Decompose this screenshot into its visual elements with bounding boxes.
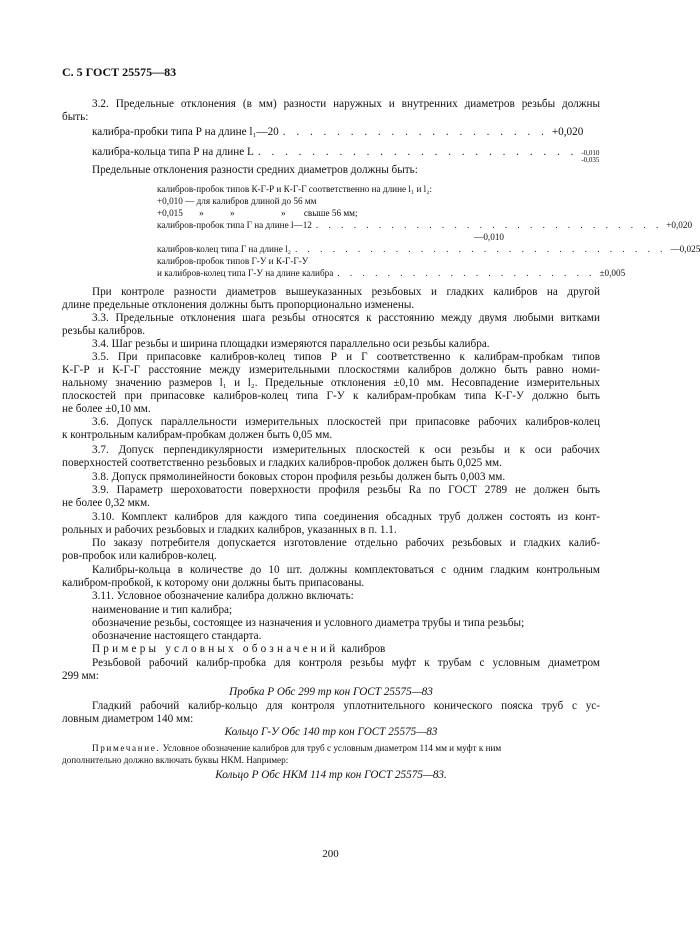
para-3-9-line2: не более 0,32 мкм. [62,497,150,509]
avg-line-3-value: +0,015 [157,208,183,218]
avg-line-7: калибров-пробок типов Г-У и К-Г-Г-У [157,256,309,266]
avg-line-1: калибров-пробок типов К-Г-Р и К-Г-Г соответственно на длине l₁ и l₂: [157,184,432,194]
avg-line-8-row [157,267,626,280]
leader-dots: . . . . . . . . . . . . . . . . . . . . . . . . [257,146,578,158]
include-item-2: обозначение резьбы, состоящее из назначения и условного диаметра трубы и типа резьбы; [92,617,525,629]
avg-line-6-label: калибров-колец типа Г на длине l₂ [157,244,291,254]
leader-dots: . . . . . . . . . . . . . . . . . . . . . . . . . . . . . . [294,244,667,254]
note-label: Примечание. [92,743,161,753]
para-3-4: 3.4. Шаг резьбы и ширина площадки измеряются параллельно оси резьбы калибра. [92,338,490,350]
para-3-6-line1: 3.6. Допуск параллельности измерительных плоскостей при припасовке рабочих калибров-колец [92,416,600,428]
ring-tolerance-value [581,150,599,164]
ring-tolerance-lower: -0,035 [581,156,600,164]
example-2-designation: Кольцо Г-У Обс 140 тр кон ГОСТ 25575—83 [224,726,438,738]
ditto-mark: » [199,208,204,218]
examples-heading-spaced: Примеры условных обозначений [92,643,339,655]
note-line2: дополнительно должно включать буквы НКМ. Например: [62,755,289,765]
avg-line-4-label: калибров-пробок типа Г на длине l—12 [157,220,312,230]
para-3-11: 3.11. Условное обозначение калибра должно включать: [92,590,354,602]
example-2-line1: Гладкий рабочий калибр-кольцо для контроля уплотнительного конического пояска труб с ус- [92,700,600,712]
para-3-2-line1: 3.2. Предельные отклонения (в мм) разности наружных и внутренних диаметров резьбы должны [92,98,600,110]
leader-dots: . . . . . . . . . . . . . . . . . . . . . [337,268,596,278]
ditto-mark: » [280,208,286,218]
order-line2: ров-пробок или калибров-колец. [62,550,217,562]
avg-line-4-value: +0,020 [666,220,693,230]
rings-line2: калибром-пробкой, к которому они должны быть припасованы. [62,577,365,589]
para-3-3-line2: резьбы калибров. [62,325,146,337]
para-3-9-line1: 3.9. Параметр шероховатости поверхности профиля резьбы Ra по ГОСТ 2789 не должен быть [92,484,600,496]
para-3-5-line5: не более ±0,10 мм. [62,403,151,415]
leader-dots: . . . . . . . . . . . . . . . . . . . . . . . . . . . . [315,220,663,230]
ring-tolerance-row [92,146,600,164]
plug-tolerance-value: +0,020 [551,126,584,138]
para-3-5-line2: К-Г-Р и К-Г-Г расстояние между измерительными плоскостями калибров должно быть равно номи- [62,364,600,376]
order-line1: По заказу потребителя допускается изготовление отдельно рабочих резьбовых и гладких калиб- [92,537,600,549]
example-1-line1: Резьбовой рабочий калибр-пробка для контроля резьбы муфт к трубам с условным диаметром [92,657,600,669]
para-3-7-line2: поверхностей соответственно резьбовых и гладких калибров-пробок должен быть 0,025 мм. [62,457,502,469]
para-3-2-line2: быть: [62,111,89,123]
leader-dots: . . . . . . . . . . . . . . . . . . . . [282,126,548,138]
para-3-5-line1: 3.5. При припасовке калибров-колец типов Р и Г соответственно к калибрам-пробкам типов [92,351,600,363]
control-line2: длине предельные отклонения должны быть пропорционально изменены. [62,299,415,311]
ditto-mark: » [230,208,235,218]
page-header: С. 5 ГОСТ 25575—83 [62,65,177,79]
avg-line-6-value: —0,025 [670,244,700,254]
para-3-10-line1: 3.10. Комплект калибров для каждого типа соединения обсадных труб должен состоять из конт- [92,511,600,523]
plug-tolerance-row [92,126,584,139]
para-3-3-line1: 3.3. Предельные отклонения шага резьбы относятся к расстоянию между двумя любыми витками [92,312,600,324]
plug-tolerance-label: калибра-пробки типа Р на длине l₁—20 [92,126,279,138]
example-2-line2: ловным диаметром 140 мм: [62,713,194,725]
para-3-10-line2: рольных и рабочих резьбовых и гладких калибров, указанных в п. 1.1. [62,524,397,536]
para-3-5-line3: нальному значению размеров l₁ и l₂. Предельные отклонения ±0,10 мм. Несовпадение измерительных [62,377,600,389]
avg-line-8-value: ±0,005 [599,268,626,278]
include-item-1: наименование и тип калибра; [92,604,233,616]
avg-line-3-suffix: свыше 56 мм; [303,208,358,218]
ring-tolerance-upper: -0,010 [581,149,600,157]
include-item-3: обозначение настоящего стандарта. [92,630,262,642]
para-3-8: 3.8. Допуск прямолинейности боковых сторон профиля резьбы должен быть 0,003 мм. [92,471,506,483]
avg-line-5-value: —0,010 [474,232,504,242]
avg-line-2: +0,010 — для калибров длиной до 56 мм [157,196,317,206]
examples-heading [92,643,600,656]
avg-line-8-label: и калибров-колец типа Г-У на длине калибра [157,268,334,278]
page-number: 200 [322,848,339,860]
note-text: Условное обозначение калибров для труб с условным диаметром 114 мм и муфт к ним [162,743,502,753]
para-3-7-line1: 3.7. Допуск перпендикулярности измерительных плоскостей к оси резьбы и к оси рабочих [92,444,600,456]
example-1-line2: 299 мм: [62,670,99,682]
para-3-6-line2: к контрольным калибрам-пробкам должен быть 0,05 мм. [62,429,333,441]
examples-heading-word: калибров [341,643,386,655]
rings-line1: Калибры-кольца в количестве до 10 шт. должны комплектоваться с одним гладким контрольным [92,564,600,576]
control-line1: При контроле разности диаметров вышеуказанных резьбовых и гладких калибров на другой [92,286,600,298]
para-3-5-line4: плоскостей при припасовке калибров-колец типа Г-У к калибрам-пробкам типа К-Г-У должно быть [62,390,600,402]
ring-tolerance-label: калибра-кольца типа Р на длине L [92,146,254,158]
avg-diameter-intro: Предельные отклонения разности средних диаметров должны быть: [92,164,418,176]
note-designation: Кольцо Р Обс НКМ 114 тр кон ГОСТ 25575—83. [215,769,447,781]
example-1-designation: Пробка Р Обс 299 тр кон ГОСТ 25575—83 [229,686,433,698]
